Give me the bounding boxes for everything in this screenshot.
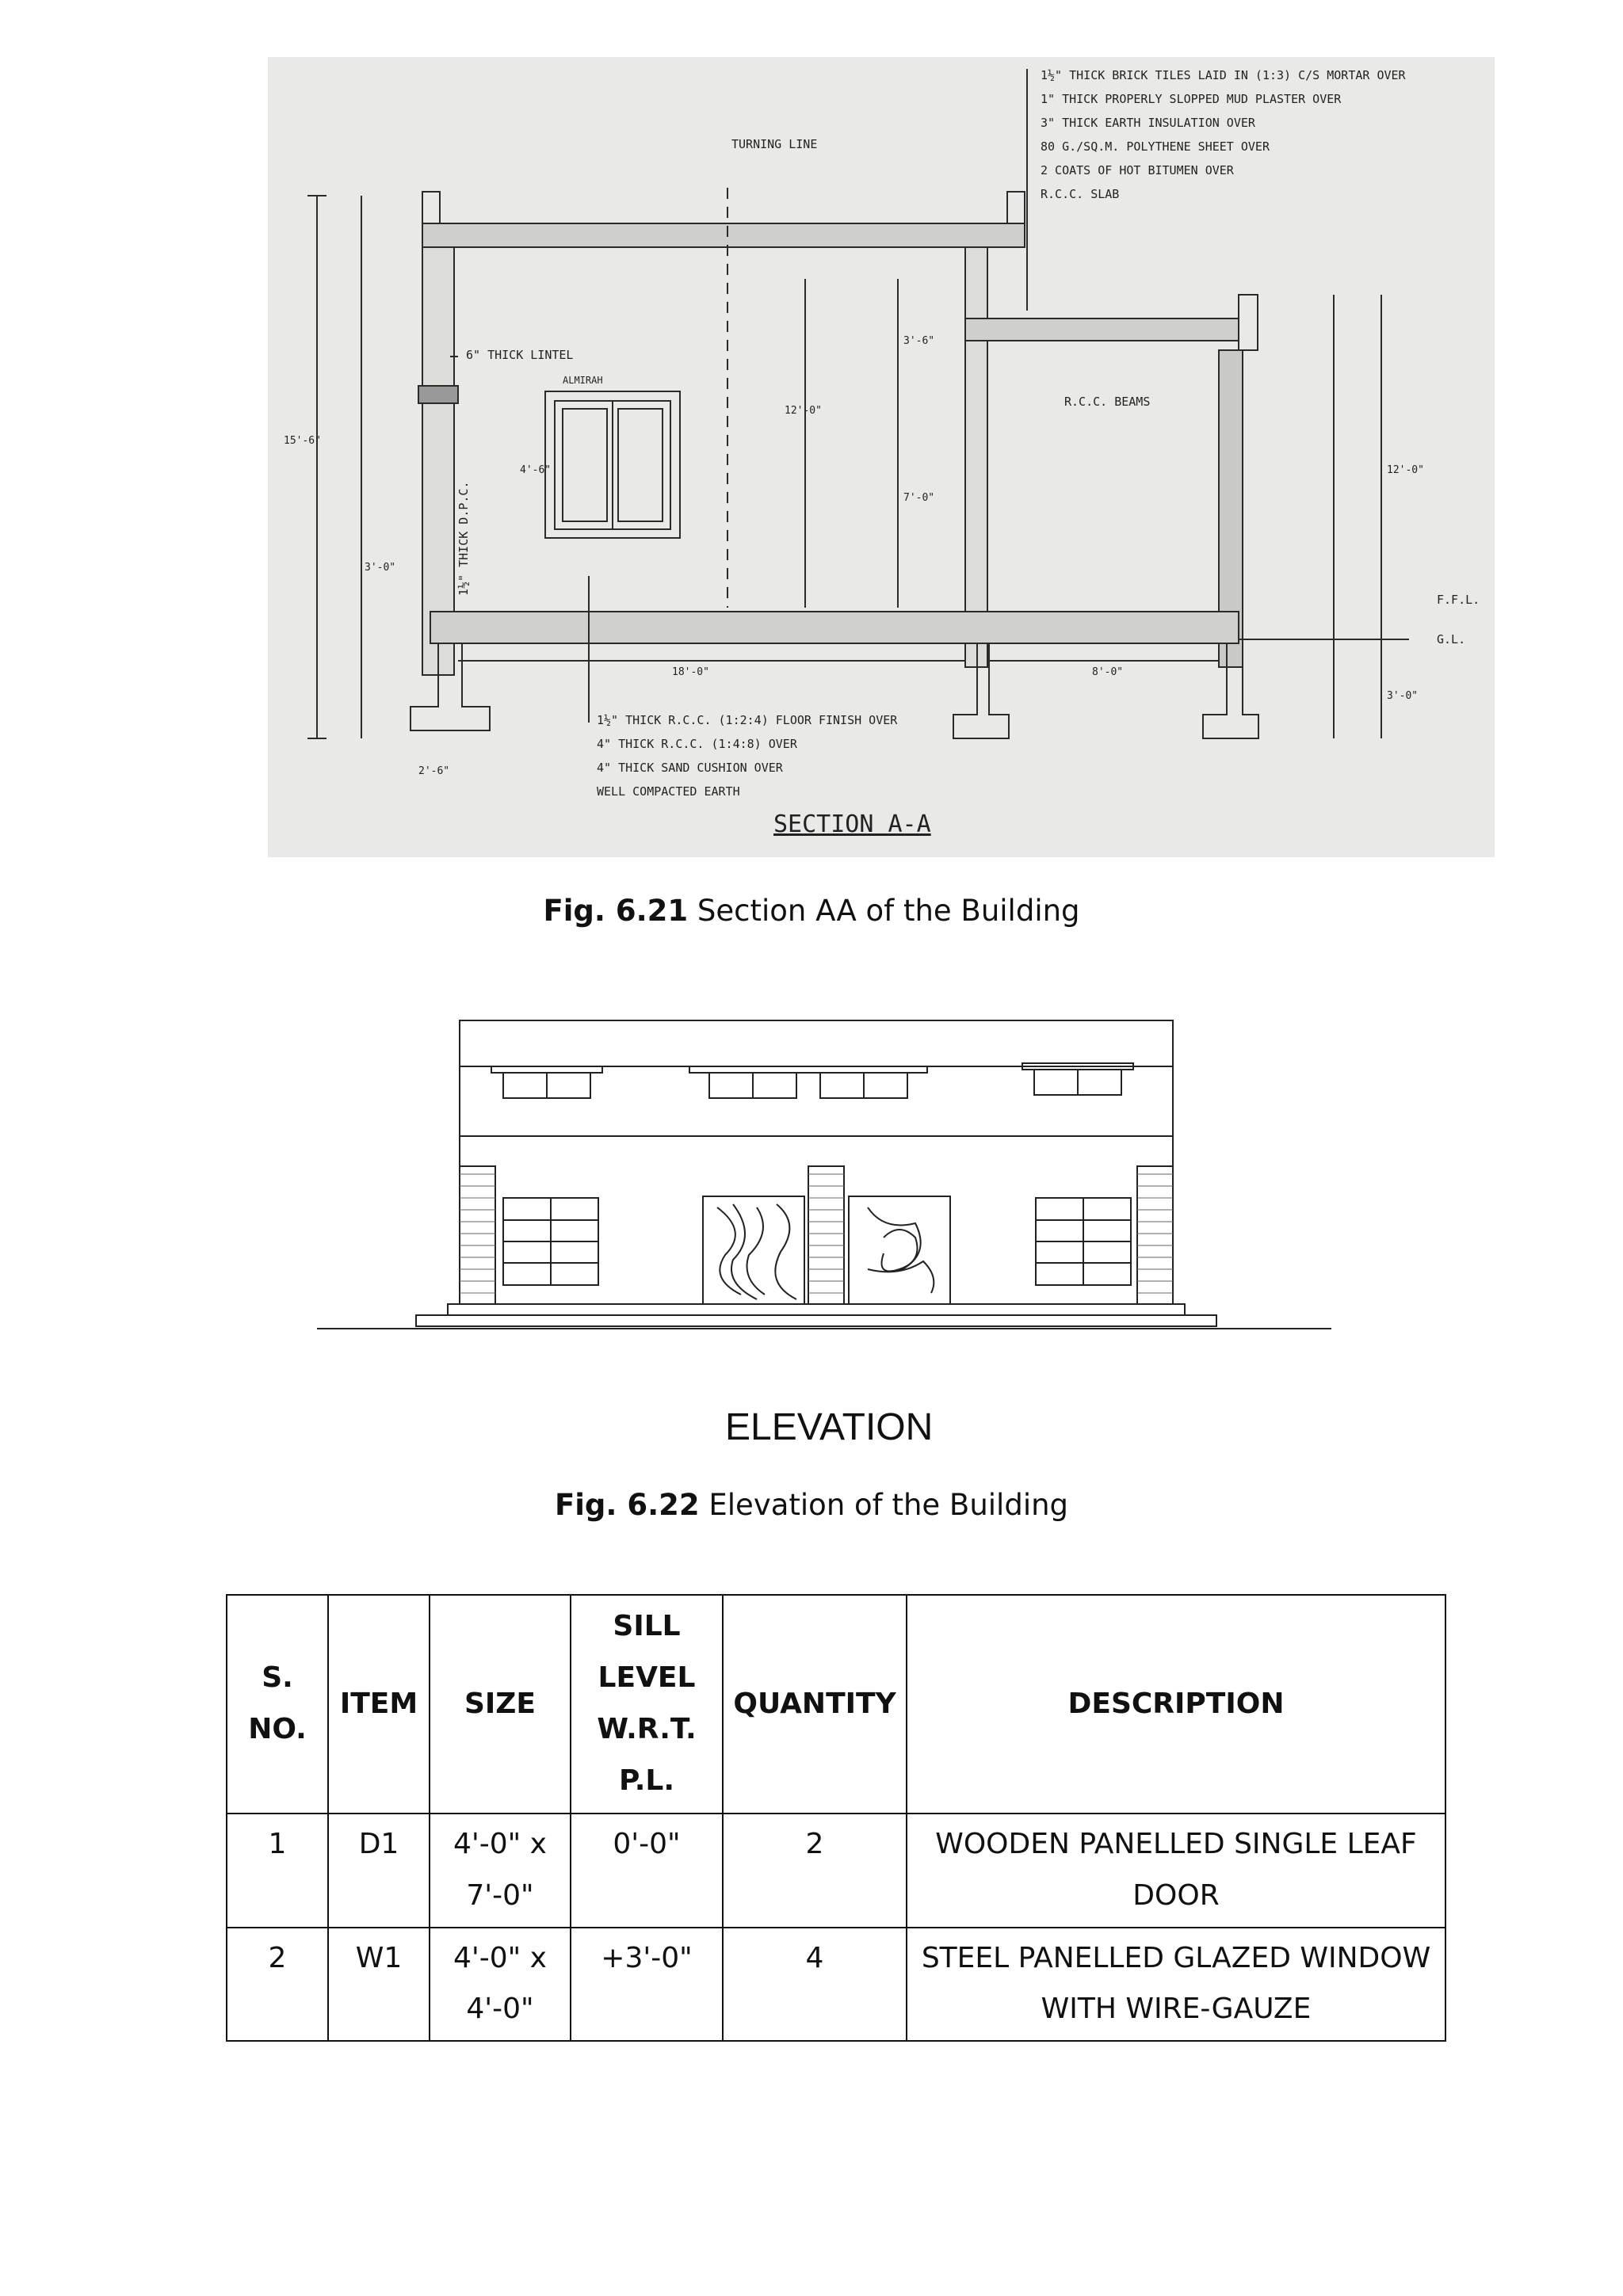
- dim-7-0: 7'-0": [903, 492, 935, 504]
- roof-note-5: 2 COATS OF HOT BITUMEN OVER: [1041, 163, 1234, 177]
- col-header-item: ITEM: [328, 1595, 430, 1814]
- cell-sno: 1: [227, 1814, 328, 1928]
- col-header-sill-level: SILL LEVEL W.R.T. P.L.: [571, 1595, 723, 1814]
- turning-line-label: TURNING LINE: [731, 137, 818, 151]
- dim-15-6: 15'-6": [284, 435, 321, 447]
- gl-label: G.L.: [1437, 632, 1466, 646]
- cell-item: D1: [328, 1814, 430, 1928]
- floor-note-1: 1½" THICK R.C.C. (1:2:4) FLOOR FINISH OVER: [597, 713, 898, 727]
- dim-12-0: 12'-0": [785, 405, 822, 417]
- roof-note-4: 80 G./SQ.M. POLYTHENE SHEET OVER: [1041, 139, 1270, 154]
- dim-2-6: 2'-6": [418, 765, 450, 777]
- ffl-label: F.F.L.: [1437, 593, 1480, 607]
- col-header-sno: S. NO.: [227, 1595, 328, 1814]
- dim-18-0: 18'-0": [672, 666, 709, 678]
- door-window-schedule-table: [226, 1594, 1446, 2042]
- figure-caption-6-21: [0, 894, 1623, 928]
- cell-sno: 2: [227, 1928, 328, 2042]
- figure-label: Fig. 6.21: [543, 894, 689, 928]
- cell-size: 4'-0" x 4'-0": [430, 1928, 571, 2042]
- cell-sill-level: 0'-0": [571, 1814, 723, 1928]
- col-header-size: SIZE: [430, 1595, 571, 1814]
- cell-description: WOODEN PANELLED SINGLE LEAF DOOR: [907, 1814, 1445, 1928]
- cell-item: W1: [328, 1928, 430, 2042]
- dim-12-0-right: 12'-0": [1387, 464, 1424, 476]
- elevation-drawing: [313, 1000, 1335, 1475]
- dpc-label: 1½" THICK D.P.C.: [456, 481, 471, 596]
- cell-description: STEEL PANELLED GLAZED WINDOW WITH WIRE-GAUZE: [907, 1928, 1445, 2042]
- elevation-title: ELEVATION: [725, 1406, 934, 1448]
- roof-note-6: R.C.C. SLAB: [1041, 187, 1120, 201]
- almirah-label: ALMIRAH: [563, 375, 603, 386]
- dim-8-0: 8'-0": [1092, 666, 1124, 678]
- cell-quantity: 4: [723, 1928, 907, 2042]
- col-header-quantity: QUANTITY: [723, 1595, 907, 1814]
- dim-3-0-right: 3'-0": [1387, 690, 1419, 702]
- floor-note-3: 4" THICK SAND CUSHION OVER: [597, 761, 783, 775]
- figure-caption-text: Elevation of the Building: [699, 1488, 1069, 1522]
- table-row: [227, 1928, 1445, 2042]
- rcc-beams-label: R.C.C. BEAMS: [1064, 395, 1151, 409]
- figure-caption-6-22: [0, 1488, 1623, 1522]
- dim-3-6: 3'-6": [903, 335, 935, 347]
- roof-note-3: 3" THICK EARTH INSULATION OVER: [1041, 116, 1255, 130]
- cell-quantity: 2: [723, 1814, 907, 1928]
- dim-4-6: 4'-6": [520, 464, 552, 476]
- section-title: SECTION A-A: [773, 810, 931, 838]
- col-header-description: DESCRIPTION: [907, 1595, 1445, 1814]
- table-row: [227, 1814, 1445, 1928]
- cell-size: 4'-0" x 7'-0": [430, 1814, 571, 1928]
- lintel-label: 6" THICK LINTEL: [466, 348, 574, 362]
- roof-note-2: 1" THICK PROPERLY SLOPPED MUD PLASTER OVER: [1041, 92, 1342, 106]
- cell-sill-level: +3'-0": [571, 1928, 723, 2042]
- floor-note-4: WELL COMPACTED EARTH: [597, 784, 740, 799]
- table-header-row: [227, 1595, 1445, 1814]
- figure-caption-text: Section AA of the Building: [688, 894, 1080, 928]
- section-aa-drawing: [268, 57, 1495, 857]
- figure-label: Fig. 6.22: [554, 1488, 700, 1522]
- roof-note-1: 1½" THICK BRICK TILES LAID IN (1:3) C/S MORTAR OVER: [1041, 68, 1406, 82]
- dim-3-0-left: 3'-0": [365, 562, 396, 574]
- floor-note-2: 4" THICK R.C.C. (1:4:8) OVER: [597, 737, 797, 751]
